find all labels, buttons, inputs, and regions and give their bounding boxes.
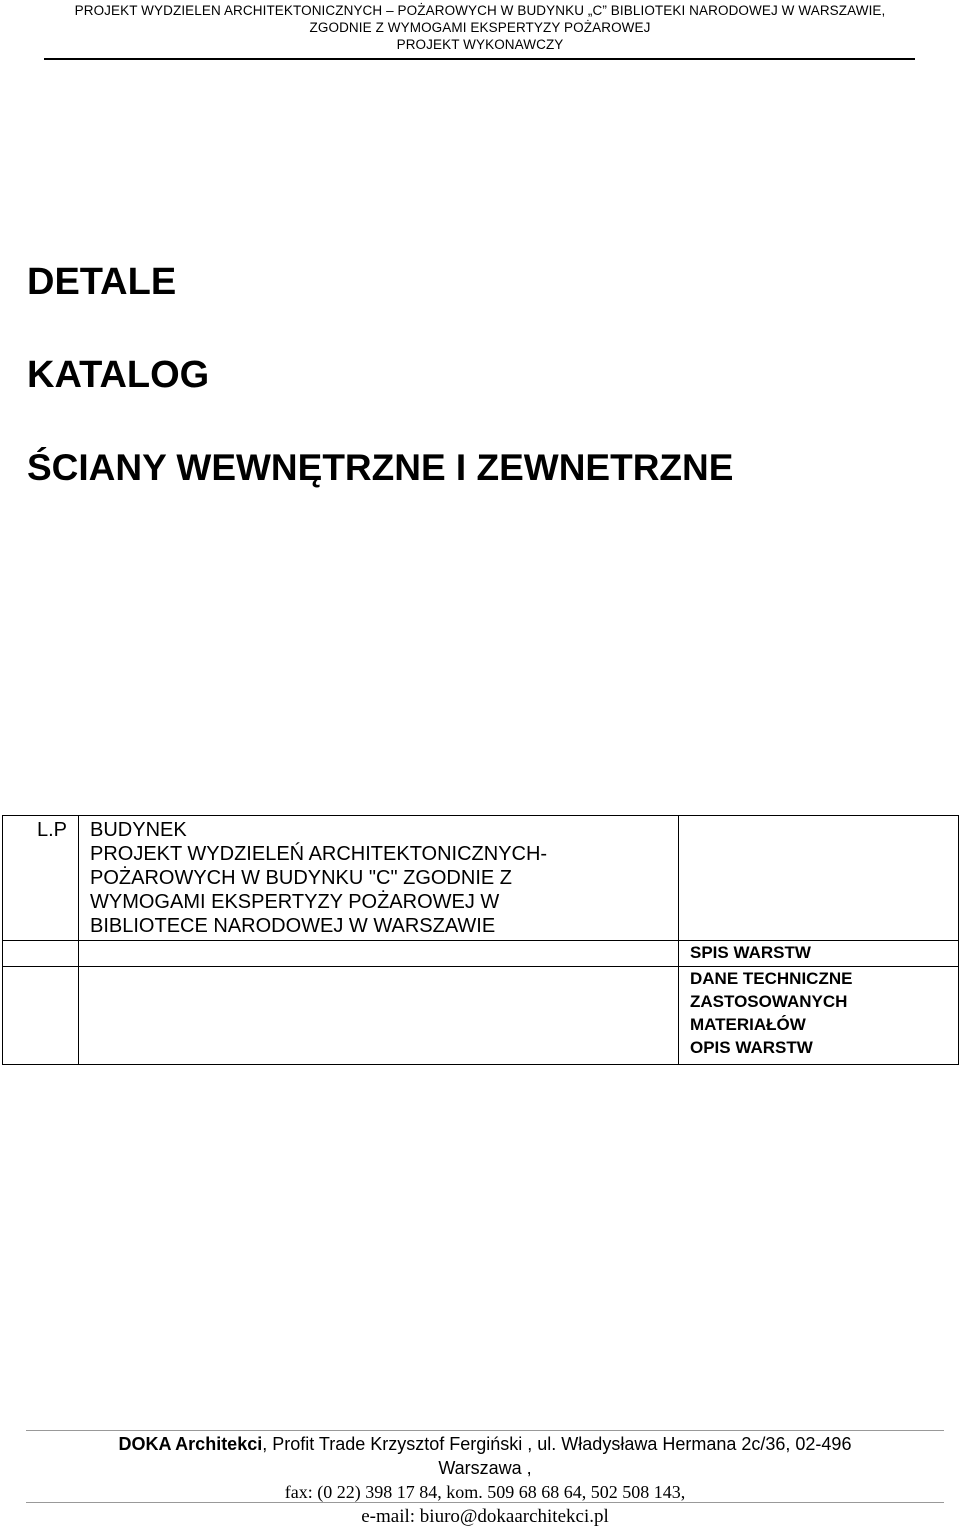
technical-data-cell: [679, 967, 959, 1065]
footer-company-name: DOKA Architekci: [118, 1434, 263, 1454]
description-line: WYMOGAMI EKSPERTYZY POŻAROWEJ W: [90, 891, 500, 913]
title-sciany-text: ŚCIANY WEWNĘTRZNE I ZEWNETRZNE: [27, 447, 734, 488]
empty-cell: [3, 967, 79, 1065]
footer-email: e-mail: biuro@dokaarchitekci.pl: [361, 1506, 609, 1527]
footer-divider-top: [26, 1430, 944, 1431]
technical-data-line: ZASTOSOWANYCH: [690, 992, 848, 1011]
info-table: [2, 815, 959, 1065]
technical-data-line: OPIS WARSTW: [690, 1038, 813, 1057]
spis-warstw-cell: [679, 941, 959, 967]
building-description-cell: [79, 816, 679, 941]
empty-cell: [79, 941, 679, 967]
footer-address: , Profit Trade Krzysztof Fergiński , ul. Władysława Hermana 2c/36, 02-496: [262, 1434, 852, 1454]
title-katalog: KATALOG: [27, 354, 210, 396]
header-line-1: PROJEKT WYDZIELEN ARCHITEKTONICZNYCH – POŻAROWYCH W BUDYNKU „C” BIBLIOTEKI NARODOWEJ W WARSZAWIE,: [74, 3, 886, 18]
empty-cell: [679, 816, 959, 941]
page-header: [0, 0, 960, 53]
empty-cell: [79, 967, 679, 1065]
lp-cell: L.P: [3, 816, 79, 941]
technical-data-line: DANE TECHNICZNE: [690, 969, 853, 988]
technical-data-line: MATERIAŁÓW: [690, 1015, 806, 1034]
table-row: [3, 816, 959, 941]
table-row: [3, 941, 959, 967]
spis-warstw-label: SPIS WARSTW: [690, 943, 811, 962]
title-sciany: [27, 446, 733, 490]
header-divider: [44, 58, 915, 60]
footer-line-3: fax: (0 22) 398 17 84, kom. 509 68 68 64, 502 508 143,: [284, 1482, 686, 1502]
title-detale: DETALE: [27, 261, 177, 303]
description-line: BUDYNEK: [90, 819, 187, 841]
footer-line-1: [26, 1432, 944, 1456]
footer-line-2: Warszawa ,: [438, 1458, 532, 1478]
description-line: PROJEKT WYDZIELEŃ ARCHITEKTONICZNYCH-: [90, 843, 548, 865]
header-line-3: PROJEKT WYKONAWCZY: [396, 37, 564, 52]
empty-cell: [3, 941, 79, 967]
header-line-2: ZGODNIE Z WYMOGAMI EKSPERTYZY POŻAROWEJ: [309, 20, 651, 35]
table-row: [3, 967, 959, 1065]
description-line: BIBLIOTECE NARODOWEJ W WARSZAWIE: [90, 915, 496, 937]
footer-divider-bottom: [26, 1502, 944, 1503]
description-line: POŻAROWYCH W BUDYNKU "C" ZGODNIE Z: [90, 867, 512, 889]
